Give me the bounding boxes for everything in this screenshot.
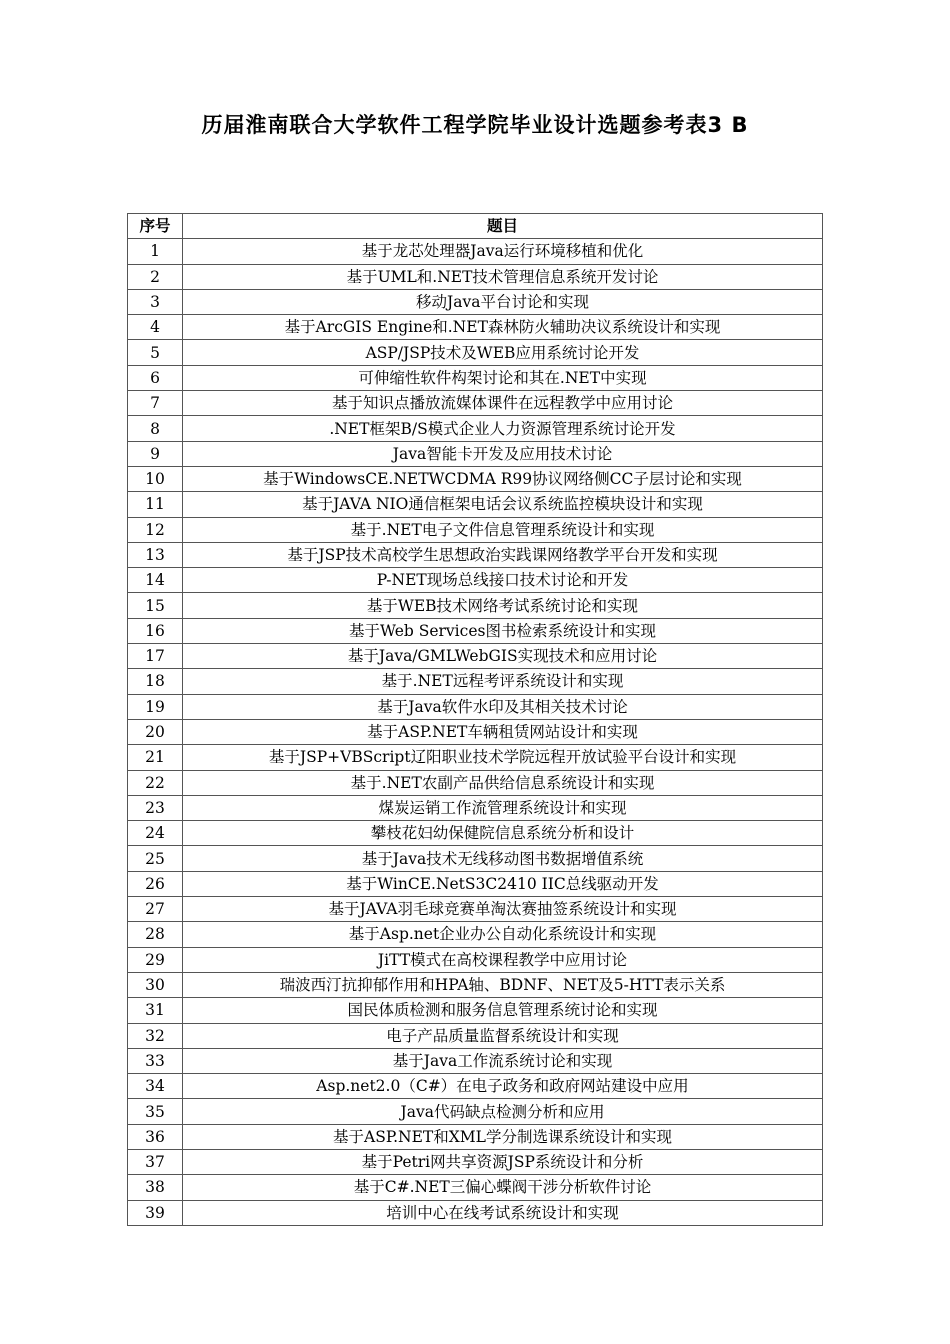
row-serial-number: 33 — [128, 1048, 183, 1073]
document-title: 历届淮南联合大学软件工程学院毕业设计选题参考表3 B — [201, 113, 749, 137]
row-topic-title: 基于Java工作流系统讨论和实现 — [183, 1048, 823, 1073]
row-topic-title: 基于.NET电子文件信息管理系统设计和实现 — [183, 517, 823, 542]
table-row — [128, 745, 823, 770]
row-serial-number: 20 — [128, 719, 183, 744]
row-serial-number: 36 — [128, 1124, 183, 1149]
header-serial-number: 序号 — [128, 214, 183, 239]
table-row — [128, 593, 823, 618]
table-row — [128, 568, 823, 593]
row-serial-number: 4 — [128, 315, 183, 340]
row-topic-title: 培训中心在线考试系统设计和实现 — [183, 1200, 823, 1225]
row-serial-number: 28 — [128, 922, 183, 947]
table-row — [128, 1099, 823, 1124]
row-serial-number: 3 — [128, 289, 183, 314]
row-serial-number: 2 — [128, 264, 183, 289]
row-topic-title: 攀枝花妇幼保健院信息系统分析和设计 — [183, 821, 823, 846]
table-row — [128, 719, 823, 744]
row-topic-title: P-NET现场总线接口技术讨论和开发 — [183, 568, 823, 593]
row-topic-title: 可伸缩性软件构架讨论和其在.NET中实现 — [183, 365, 823, 390]
row-topic-title: 基于JAVA NIO通信框架电话会议系统监控模块设计和实现 — [183, 492, 823, 517]
table-row — [128, 922, 823, 947]
row-topic-title: 基于Petri网共享资源JSP系统设计和分析 — [183, 1149, 823, 1174]
table-row — [128, 1023, 823, 1048]
header-topic: 题目 — [183, 214, 823, 239]
row-topic-title: 基于Java软件水印及其相关技术讨论 — [183, 694, 823, 719]
table-row — [128, 669, 823, 694]
row-serial-number: 13 — [128, 542, 183, 567]
row-topic-title: 电子产品质量监督系统设计和实现 — [183, 1023, 823, 1048]
row-serial-number: 27 — [128, 897, 183, 922]
row-serial-number: 31 — [128, 998, 183, 1023]
table-row — [128, 239, 823, 264]
row-topic-title: Java智能卡开发及应用技术讨论 — [183, 441, 823, 466]
row-serial-number: 15 — [128, 593, 183, 618]
row-serial-number: 39 — [128, 1200, 183, 1225]
row-serial-number: 21 — [128, 745, 183, 770]
row-topic-title: 基于Java/GMLWebGIS实现技术和应用讨论 — [183, 644, 823, 669]
row-serial-number: 7 — [128, 391, 183, 416]
table-body — [128, 239, 823, 1226]
row-topic-title: 基于JSP技术高校学生思想政治实践课网络教学平台开发和实现 — [183, 542, 823, 567]
row-serial-number: 5 — [128, 340, 183, 365]
table-row — [128, 365, 823, 390]
table-row — [128, 795, 823, 820]
table-row — [128, 466, 823, 491]
table-row — [128, 441, 823, 466]
row-topic-title: 基于知识点播放流媒体课件在远程教学中应用讨论 — [183, 391, 823, 416]
row-serial-number: 6 — [128, 365, 183, 390]
row-topic-title: 基于Asp.net企业办公自动化系统设计和实现 — [183, 922, 823, 947]
row-serial-number: 17 — [128, 644, 183, 669]
row-serial-number: 14 — [128, 568, 183, 593]
table-header-row — [128, 214, 823, 239]
table-row — [128, 340, 823, 365]
table-row — [128, 1124, 823, 1149]
row-topic-title: 基于JAVA羽毛球竞赛单淘汰赛抽签系统设计和实现 — [183, 897, 823, 922]
table-row — [128, 416, 823, 441]
row-serial-number: 9 — [128, 441, 183, 466]
row-topic-title: 瑞波西汀抗抑郁作用和HPA轴、BDNF、NET及5-HTT表示关系 — [183, 972, 823, 997]
row-topic-title: Java代码缺点检测分析和应用 — [183, 1099, 823, 1124]
row-topic-title: 煤炭运销工作流管理系统设计和实现 — [183, 795, 823, 820]
row-serial-number: 26 — [128, 871, 183, 896]
table-row — [128, 694, 823, 719]
row-serial-number: 8 — [128, 416, 183, 441]
table-row — [128, 264, 823, 289]
row-topic-title: 基于C#.NET三偏心蝶阀干涉分析软件讨论 — [183, 1175, 823, 1200]
table-row — [128, 517, 823, 542]
row-serial-number: 18 — [128, 669, 183, 694]
table-row — [128, 1175, 823, 1200]
row-serial-number: 32 — [128, 1023, 183, 1048]
topic-table — [127, 213, 823, 1226]
row-serial-number: 1 — [128, 239, 183, 264]
row-serial-number: 25 — [128, 846, 183, 871]
row-serial-number: 16 — [128, 618, 183, 643]
row-topic-title: 基于JSP+VBScript辽阳职业技术学院远程开放试验平台设计和实现 — [183, 745, 823, 770]
table-row — [128, 770, 823, 795]
row-topic-title: ASP/JSP技术及WEB应用系统讨论开发 — [183, 340, 823, 365]
row-serial-number: 11 — [128, 492, 183, 517]
row-topic-title: 基于ArcGIS Engine和.NET森林防火辅助决议系统设计和实现 — [183, 315, 823, 340]
table-row — [128, 391, 823, 416]
row-serial-number: 35 — [128, 1099, 183, 1124]
table-row — [128, 1048, 823, 1073]
row-serial-number: 34 — [128, 1074, 183, 1099]
table-row — [128, 644, 823, 669]
row-serial-number: 37 — [128, 1149, 183, 1174]
row-topic-title: 基于Web Services图书检索系统设计和实现 — [183, 618, 823, 643]
row-serial-number: 19 — [128, 694, 183, 719]
table-row — [128, 492, 823, 517]
row-topic-title: 基于ASP.NET车辆租赁网站设计和实现 — [183, 719, 823, 744]
row-serial-number: 24 — [128, 821, 183, 846]
row-topic-title: 基于WEB技术网络考试系统讨论和实现 — [183, 593, 823, 618]
row-topic-title: 基于Java技术无线移动图书数据增值系统 — [183, 846, 823, 871]
row-serial-number: 30 — [128, 972, 183, 997]
row-topic-title: 基于WindowsCE.NETWCDMA R99协议网络侧CC子层讨论和实现 — [183, 466, 823, 491]
row-topic-title: 基于UML和.NET技术管理信息系统开发讨论 — [183, 264, 823, 289]
table-row — [128, 315, 823, 340]
table-row — [128, 1200, 823, 1225]
row-serial-number: 38 — [128, 1175, 183, 1200]
row-serial-number: 12 — [128, 517, 183, 542]
row-serial-number: 10 — [128, 466, 183, 491]
table-row — [128, 972, 823, 997]
row-topic-title: 基于ASP.NET和XML学分制选课系统设计和实现 — [183, 1124, 823, 1149]
row-topic-title: 国民体质检测和服务信息管理系统讨论和实现 — [183, 998, 823, 1023]
row-topic-title: .NET框架B/S模式企业人力资源管理系统讨论开发 — [183, 416, 823, 441]
row-topic-title: 基于WinCE.NetS3C2410 IIC总线驱动开发 — [183, 871, 823, 896]
table-row — [128, 1149, 823, 1174]
row-topic-title: 基于.NET远程考评系统设计和实现 — [183, 669, 823, 694]
row-topic-title: Asp.net2.0（C#）在电子政务和政府网站建设中应用 — [183, 1074, 823, 1099]
row-serial-number: 29 — [128, 947, 183, 972]
table-row — [128, 618, 823, 643]
table-row — [128, 1074, 823, 1099]
table-row — [128, 542, 823, 567]
row-topic-title: 移动Java平台讨论和实现 — [183, 289, 823, 314]
row-serial-number: 22 — [128, 770, 183, 795]
table-row — [128, 289, 823, 314]
table-row — [128, 846, 823, 871]
table-row — [128, 821, 823, 846]
table-row — [128, 947, 823, 972]
row-serial-number: 23 — [128, 795, 183, 820]
row-topic-title: 基于.NET农副产品供给信息系统设计和实现 — [183, 770, 823, 795]
row-topic-title: JiTT模式在高校课程教学中应用讨论 — [183, 947, 823, 972]
table-row — [128, 897, 823, 922]
row-topic-title: 基于龙芯处理器Java运行环境移植和优化 — [183, 239, 823, 264]
table-row — [128, 871, 823, 896]
table-row — [128, 998, 823, 1023]
